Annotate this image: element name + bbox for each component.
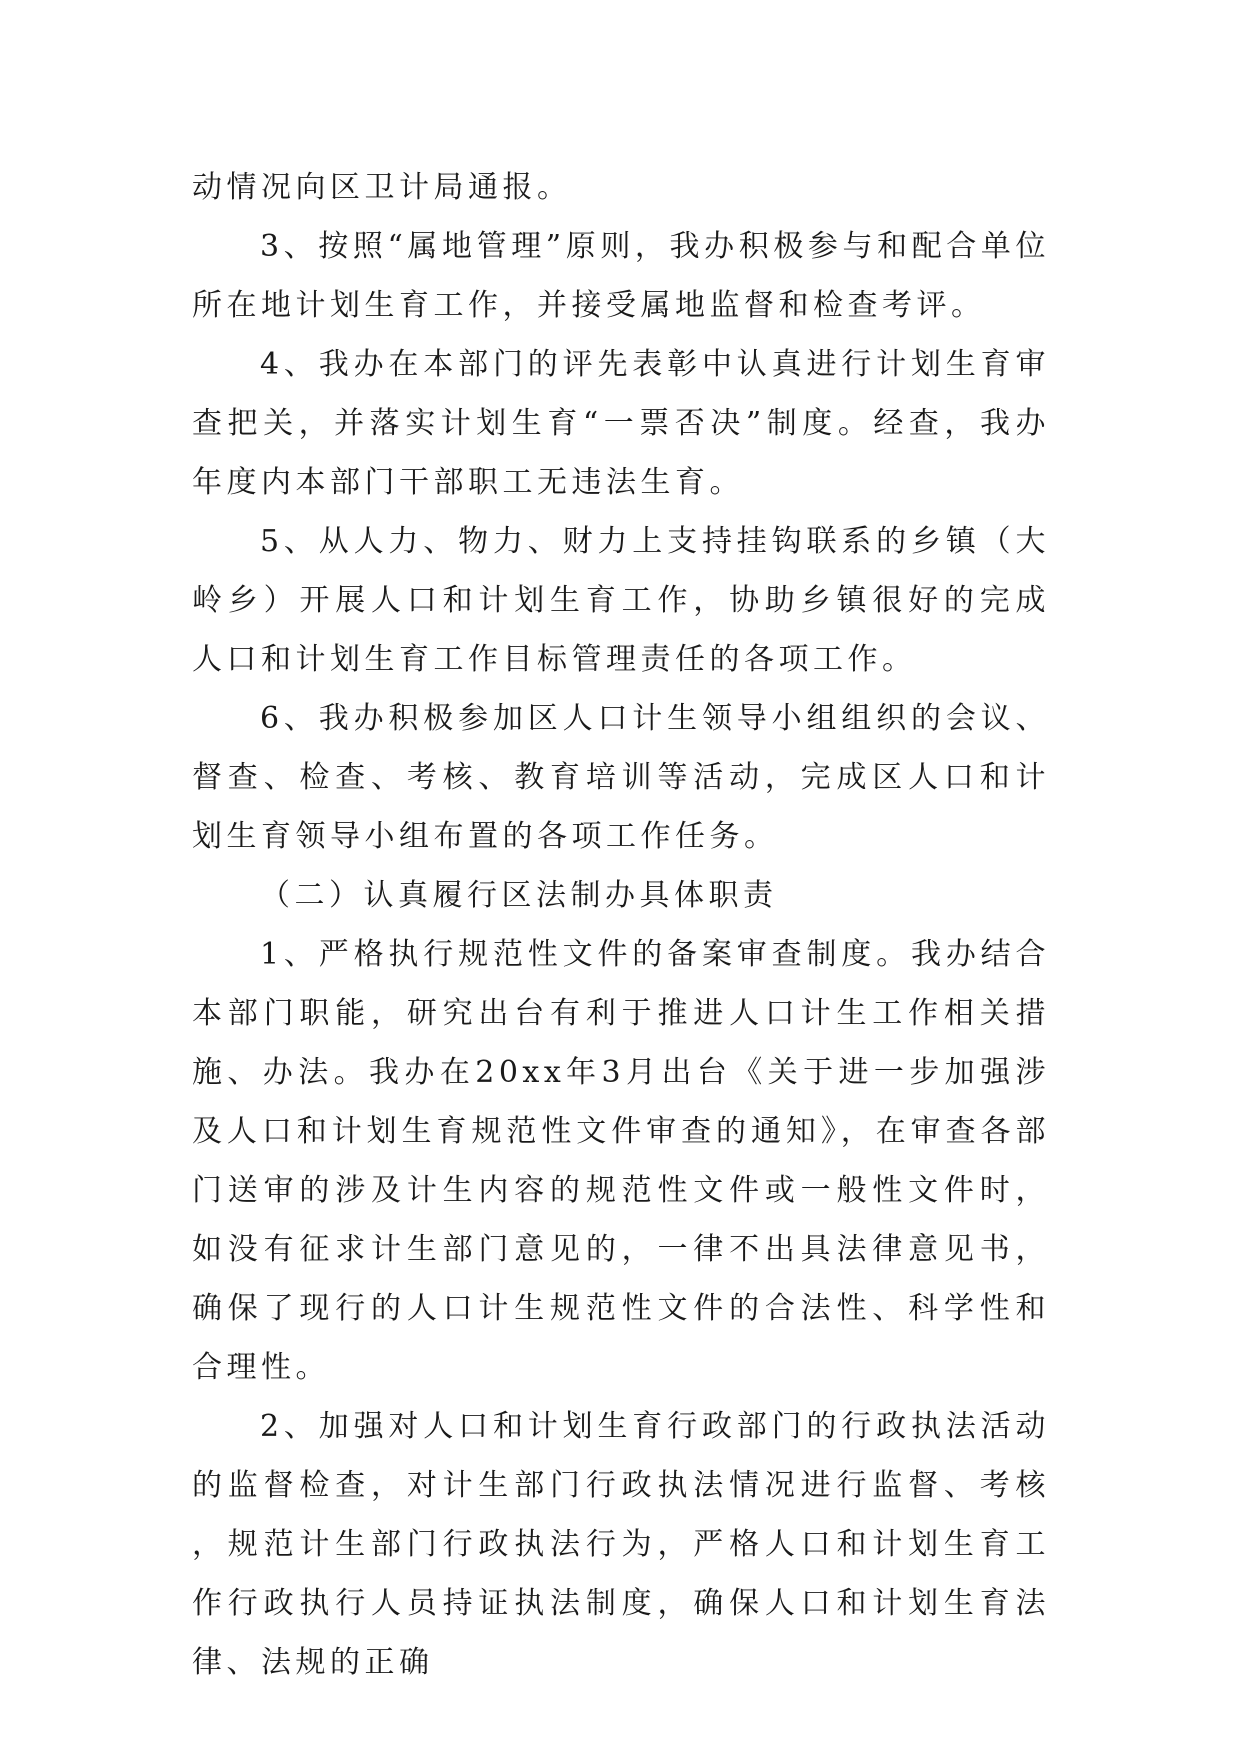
paragraph-continuation: 动情况向区卫计局通报。	[192, 170, 572, 205]
document-body	[192, 158, 1050, 1692]
paragraph-item-5: 5、从人力、物力、财力上支持挂钩联系的乡镇（大岭乡）开展人口和计划生育工作，协助乡镇很好的完成人口和计划生育工作目标管理责任的各项工作。	[192, 524, 1050, 677]
paragraph-item-4: 4、我办在本部门的评先表彰中认真进行计划生育审查把关，并落实计划生育“一票否决”制度。经查，我办年度内本部门干部职工无违法生育。	[192, 347, 1050, 500]
section-heading: （二）认真履行区法制办具体职责	[260, 878, 778, 913]
paragraph-item-3: 3、按照“属地管理”原则，我办积极参与和配合单位所在地计划生育工作，并接受属地监督和检查考评。	[192, 229, 1050, 323]
paragraph-item-6: 6、我办积极参加区人口计生领导小组组织的会议、督查、检查、考核、教育培训等活动，完成区人口和计划生育领导小组布置的各项工作任务。	[192, 701, 1050, 854]
paragraph-section2-item-2: 2、加强对人口和计划生育行政部门的行政执法活动的监督检查，对计生部门行政执法情况进行监督、考核，规范计生部门行政执法行为，严格人口和计划生育工作行政执行人员持证执法制度，确保人口和计划生育法律、法规的正确	[192, 1409, 1050, 1680]
paragraph-section2-item-1: 1、严格执行规范性文件的备案审查制度。我办结合本部门职能，研究出台有利于推进人口计生工作相关措施、办法。我办在20xx年3月出台《关于进一步加强涉及人口和计划生育规范性文件审查的通知》，在审查各部门送审的涉及计生内容的规范性文件或一般性文件时，如没有征求计生部门意见的，一律不出具法律意见书，确保了现行的人口计生规范性文件的合法性、科学性和合理性。	[192, 937, 1050, 1385]
